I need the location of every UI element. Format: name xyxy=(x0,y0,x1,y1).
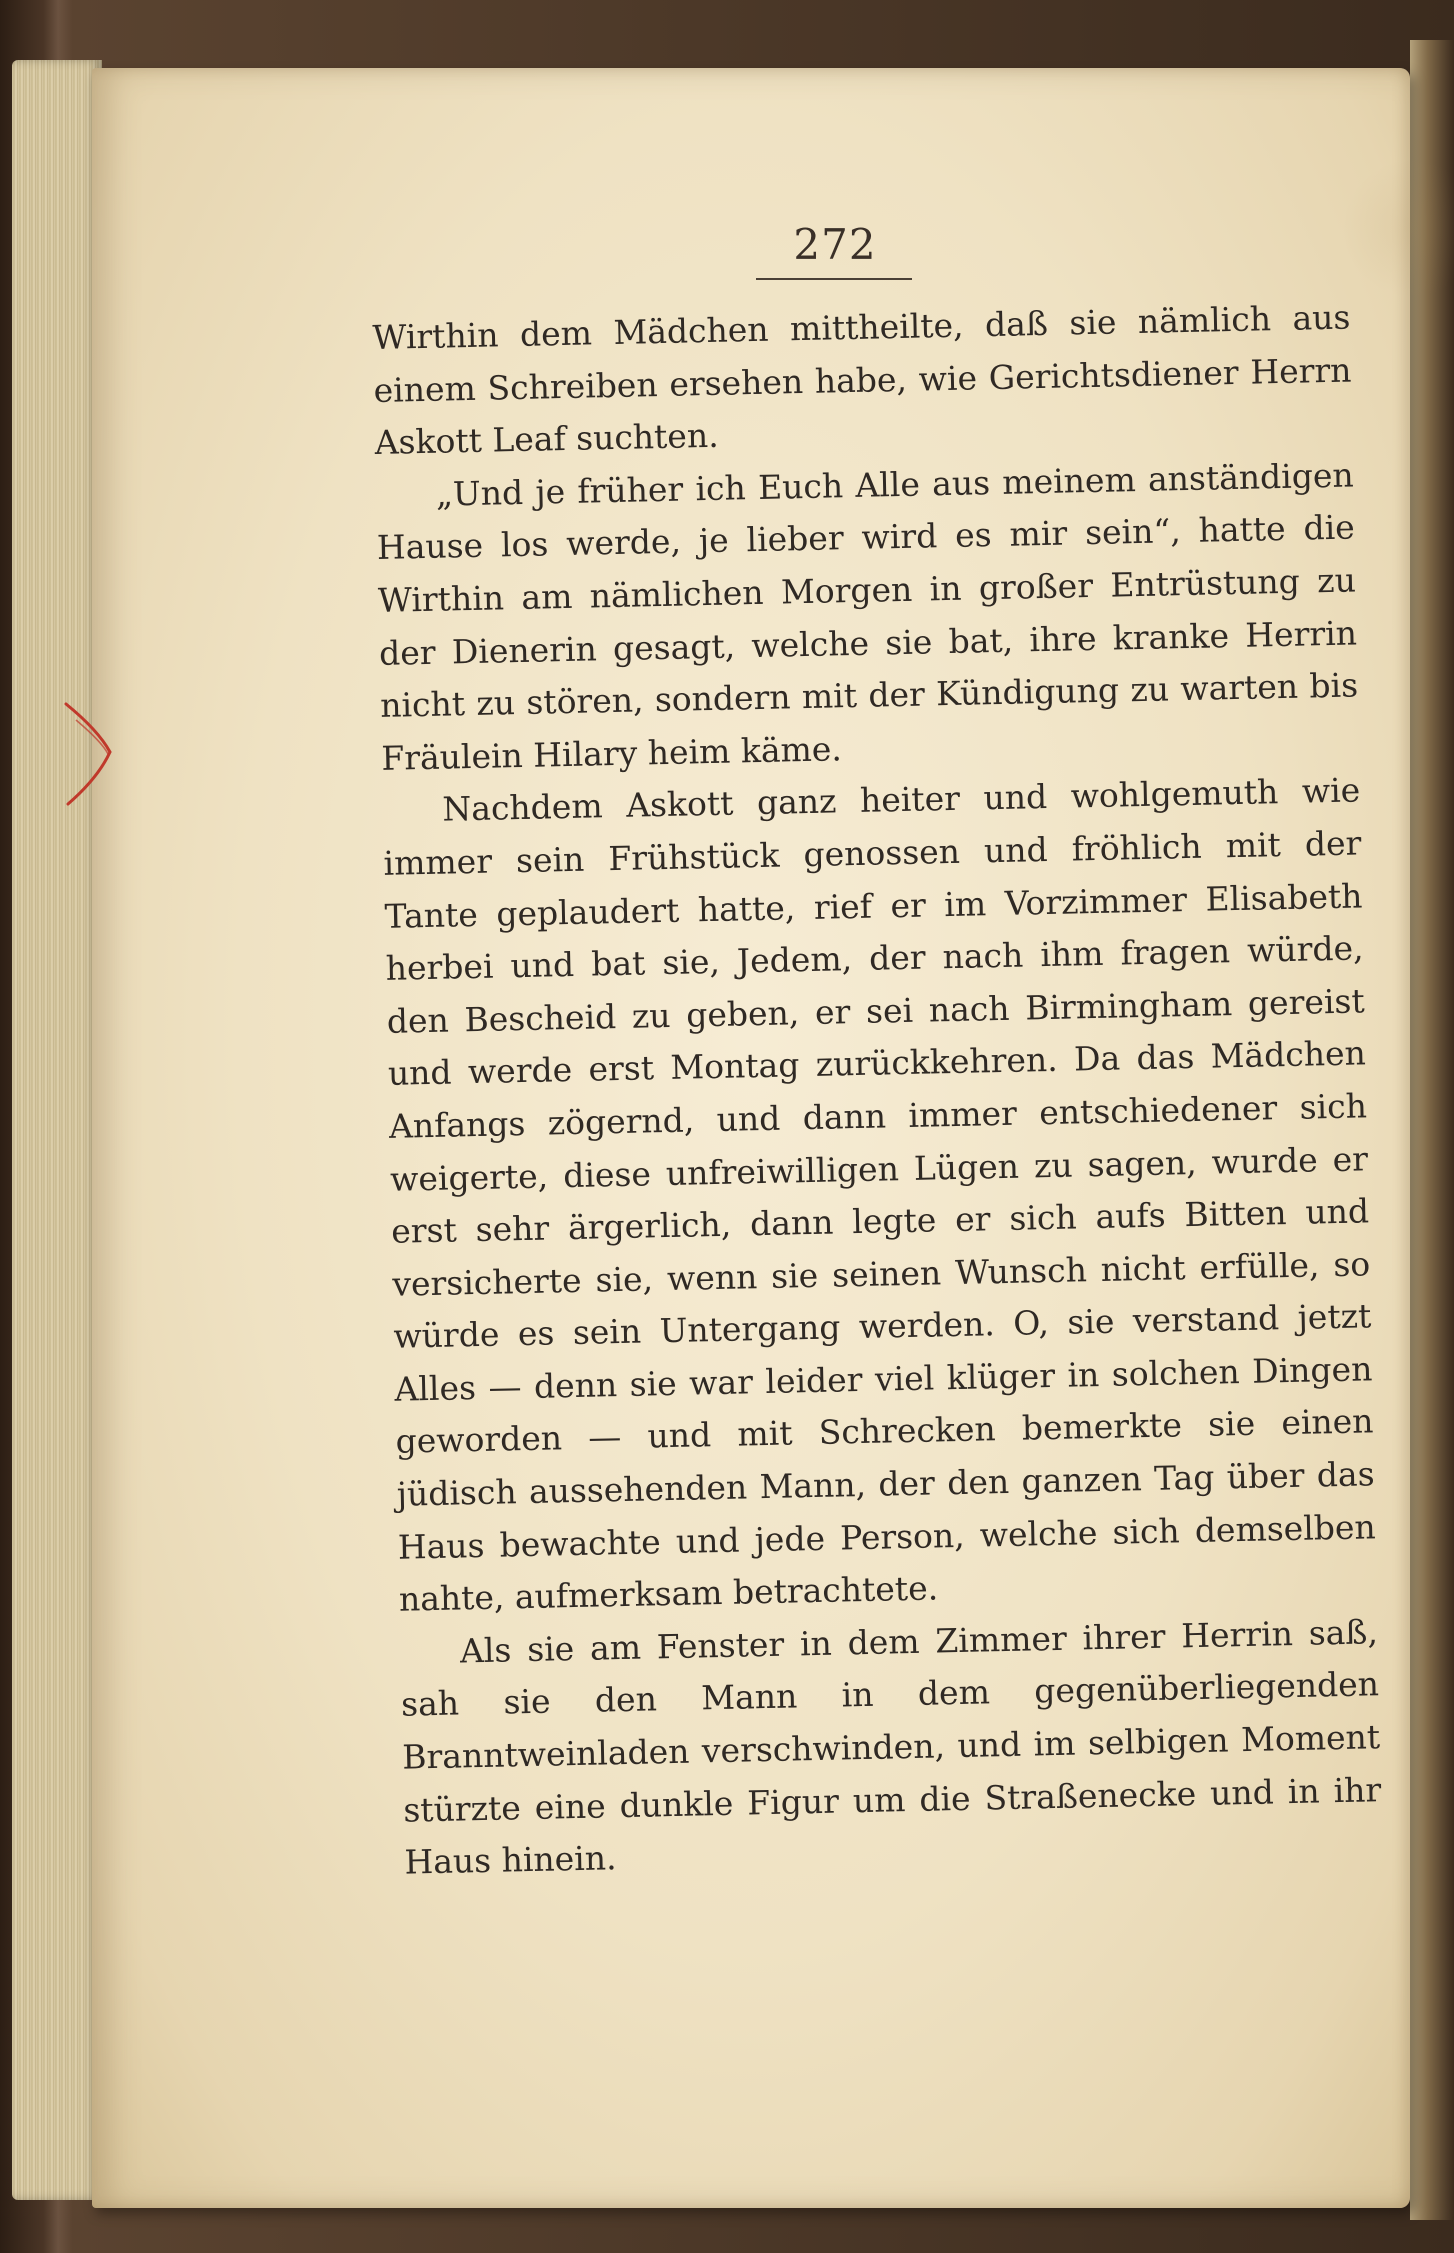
paragraph-3: Nachdem Askott ganz heiter und wohlgemuth wie immer sein Frühstück genossen und fröhlich mit der Tante geplaudert hatte, rief er im Vorzimmer Elisabeth herbei und bat sie, Jedem, der nach ihm fragen würde, den Bescheid zu geben, er sei nach Birmingham gereist und werde erst Montag zurückkehren. Da das Mädchen Anfangs zögernd, und dann immer entschiedener sich weigerte, diese unfreiwilligen Lügen zu sagen, wurde er erst sehr ärgerlich, dann legte er sich aufs Bitten und versicherte sie, wenn sie seinen Wunsch nicht erfülle, so würde es sein Untergang werden. O, sie verstand jetzt Alles — denn sie war leider viel klüger in solchen Dingen geworden — und mit Schrecken bemerkte sie einen jüdisch aussehenden Mann, der den ganzen Tag über das Haus bewachte und jede Person, welche sich demselben nahte, aufmerksam betrachtete. xyxy=(383,770,1377,1619)
page-number-rule xyxy=(756,278,912,280)
body-text xyxy=(372,292,1383,1890)
paragraph-4: Als sie am Fenster in dem Zimmer ihrer Herrin saß, sah sie den Mann in dem gegenüberliegenden Branntweinladen verschwinden, und im selbigen Moment stürzte eine dunkle Figur um die Straßenecke und in ihr Haus hinein. xyxy=(400,1612,1382,1882)
margin-mark-icon xyxy=(58,700,128,810)
page-edges xyxy=(12,60,102,2200)
book-binding xyxy=(1410,40,1454,2220)
paragraph-2: „Und je früher ich Euch Alle aus meinem anständigen Hause los werde, je lieber wird es mir sein“, hatte die Wirthin am nämlichen Morgen in großer Entrüstung zu der Dienerin gesagt, welche sie bat, ihre kranke Herrin nicht zu stören, sondern mit der Kündigung zu warten bis Fräulein Hilary heim käme. xyxy=(376,455,1359,778)
page-number: 272 xyxy=(793,220,877,269)
paper-stain xyxy=(1342,158,1454,298)
paragraph-1: Wirthin dem Mädchen mittheilte, daß sie nämlich aus einem Schreiben ersehen habe, wie Gerichtsdiener Herrn Askott Leaf suchten. xyxy=(372,297,1352,463)
